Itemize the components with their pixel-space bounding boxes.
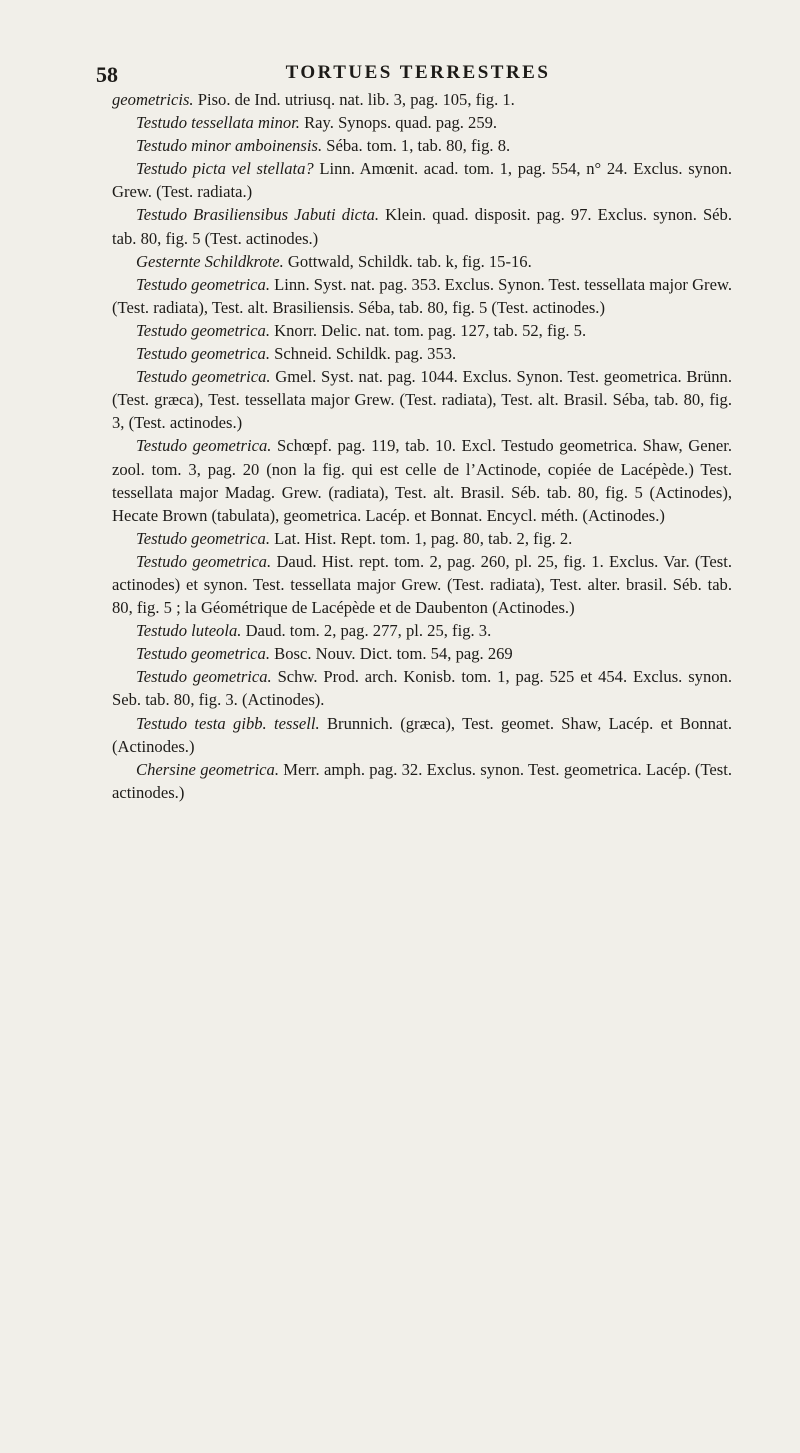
entry-taxon-name: Testudo geometrica.	[136, 528, 270, 548]
entry-citation: Merr. amph. pag. 32. Exclus. synon. Test. geometrica. Lacép. (Test. actinodes.)	[112, 759, 732, 802]
entry-taxon-name: Testudo testa gibb. tessell.	[136, 713, 320, 733]
synonymy-entry	[112, 88, 732, 111]
synonymy-entry	[112, 527, 732, 550]
entry-taxon-name: Chersine geometrica.	[136, 759, 279, 779]
synonymy-entry	[112, 758, 732, 804]
synonymy-entry	[112, 550, 732, 619]
entry-taxon-name: Testudo geometrica.	[136, 320, 270, 340]
synonymy-entry	[112, 434, 732, 526]
synonymy-entry	[112, 619, 732, 642]
entry-citation: Brunnich. (græca), Test. geomet. Shaw, Lacép. et Bonnat. (Actinodes.)	[112, 713, 732, 756]
entry-taxon-name: geometricis.	[112, 90, 194, 109]
entry-citation: Schw. Prod. arch. Konisb. tom. 1, pag. 525 et 454. Exclus. synon. Seb. tab. 80, fig. 3. (Actinodes).	[112, 667, 732, 710]
entry-citation: Knorr. Delic. nat. tom. pag. 127, tab. 52, fig. 5.	[269, 320, 587, 340]
entry-citation: Daud. tom. 2, pag. 277, pl. 25, fig. 3.	[241, 621, 492, 641]
entry-citation: Bosc. Nouv. Dict. tom. 54, pag. 269	[269, 644, 513, 664]
synonymy-entry	[112, 665, 732, 711]
entry-citation: Gottwald, Schildk. tab. k, fig. 15-16.	[283, 251, 532, 271]
synonymy-entry	[112, 111, 732, 134]
entry-citation: Schœpf. pag. 119, tab. 10. Excl. Testudo geometrica. Shaw, Gener. zool. tom. 3, pag. 20 (non la fig. qui est celle de l’Actinode, copiée de Lacépède.) Test. tessellata major Madag. Grew. (radiata), Test. alt. Brasil. Séb. tab. 80, fig. 5 (Actinodes), Hecate Brown (tabulata), geometrica. Lacép. et Bonnat. Encycl. méth. (Actinodes.)	[112, 436, 732, 525]
entry-taxon-name: Testudo geometrica.	[136, 367, 271, 387]
entry-taxon-name: Testudo geometrica.	[136, 551, 272, 571]
synonymy-entry	[112, 273, 732, 319]
entry-citation: Lat. Hist. Rept. tom. 1, pag. 80, tab. 2, fig. 2.	[269, 528, 573, 548]
entry-citation: Daud. Hist. rept. tom. 2, pag. 260, pl. 25, fig. 1. Exclus. Var. (Test. actinodes) et synon. Test. tessellata major Grew. (Test. radiata), Test. alter. brasil. Séb. tab. 80, fig. 5 ; la Géométrique de Lacépède et de Daubenton (Actinodes.)	[112, 551, 732, 618]
entry-citation: Ray. Synops. quad. pag. 259.	[299, 113, 498, 133]
entry-taxon-name: Testudo tessellata minor.	[136, 113, 300, 133]
entry-citation: Klein. quad. disposit. pag. 97. Exclus. synon. Séb. tab. 80, fig. 5 (Test. actinodes.)	[112, 205, 732, 248]
synonymy-entry	[112, 365, 732, 434]
synonymy-entry	[112, 319, 732, 342]
entry-taxon-name: Testudo minor amboinensis.	[136, 136, 323, 156]
entry-citation: Schneid. Schildk. pag. 353.	[269, 344, 457, 364]
page-number: 58	[96, 62, 118, 87]
entry-citation: Linn. Syst. nat. pag. 353. Exclus. Synon. Test. tessellata major Grew. (Test. radiata), Test. alt. Brasiliensis. Séba, tab. 80, fig. 5 (Test. actinodes.)	[112, 274, 732, 317]
synonymy-list	[112, 88, 732, 804]
entry-taxon-name: Gesternte Schildkrote.	[136, 251, 284, 271]
synonymy-entry	[112, 342, 732, 365]
running-title: TORTUES TERRESTRES	[285, 62, 551, 83]
synonymy-entry	[112, 157, 732, 203]
entry-taxon-name: Testudo geometrica.	[136, 274, 270, 294]
synonymy-entry	[112, 250, 732, 273]
synonymy-entry	[112, 712, 732, 758]
entry-taxon-name: Testudo Brasiliensibus Jabuti dicta.	[136, 205, 380, 225]
entry-taxon-name: Testudo geometrica.	[136, 344, 270, 364]
entry-citation: Piso. de Ind. utriusq. nat. lib. 3, pag. 105, fig. 1.	[193, 90, 515, 109]
entry-citation: Linn. Amœnit. acad. tom. 1, pag. 554, n° 24. Exclus. synon. Grew. (Test. radiata.)	[112, 159, 732, 202]
synonymy-entry	[112, 203, 732, 249]
synonymy-entry	[112, 134, 732, 157]
entry-taxon-name: Testudo geometrica.	[136, 667, 272, 687]
synonymy-entry	[112, 642, 732, 665]
entry-citation: Séba. tom. 1, tab. 80, fig. 8.	[322, 136, 511, 156]
entry-taxon-name: Testudo luteola.	[136, 621, 242, 641]
entry-citation: Gmel. Syst. nat. pag. 1044. Exclus. Synon. Test. geometrica. Brünn. (Test. græca), Test. tessellata major Grew. (Test. radiata), Test. alt. Brasil. Séba, tab. 80, fig. 3, (Test. actinodes.)	[112, 367, 732, 433]
entry-taxon-name: Testudo geometrica.	[136, 644, 270, 664]
page-header	[96, 62, 740, 88]
entry-taxon-name: Testudo geometrica.	[136, 436, 272, 456]
entry-taxon-name: Testudo picta vel stellata?	[136, 159, 314, 179]
